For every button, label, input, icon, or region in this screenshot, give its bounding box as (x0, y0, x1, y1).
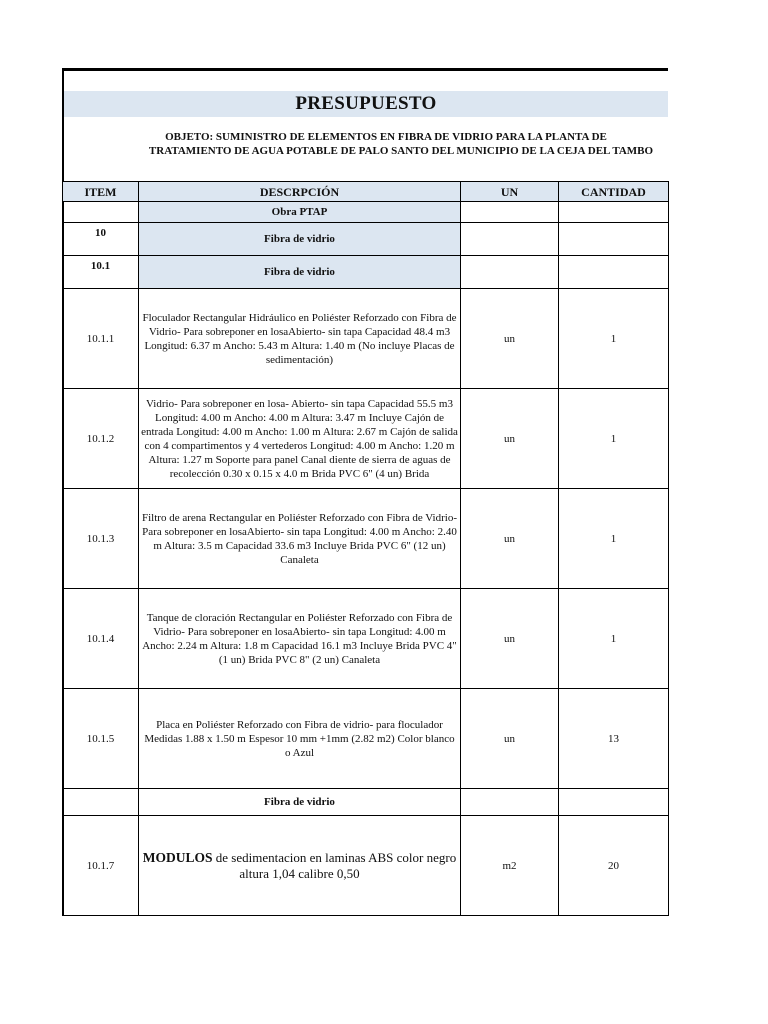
table-row (63, 489, 669, 589)
objeto-line-1: OBJETO: SUMINISTRO DE ELEMENTOS EN FIBRA DE VIDRIO PARA LA PLANTA DE (165, 131, 607, 143)
cell-cantidad: 1 (559, 389, 669, 489)
cell-cantidad (559, 789, 669, 816)
budget-table (62, 181, 669, 916)
page-title: PRESUPUESTO (295, 93, 437, 114)
objeto-text (64, 130, 668, 158)
cell-un: un (461, 689, 559, 789)
table-row (63, 289, 669, 389)
title-band (64, 91, 668, 117)
cell-item: 10.1.2 (63, 389, 139, 489)
cell-item (63, 789, 139, 816)
cell-item: 10.1.4 (63, 589, 139, 689)
cell-un: un (461, 589, 559, 689)
cell-un (461, 789, 559, 816)
table-header-row (63, 182, 669, 202)
cell-cantidad (559, 202, 669, 223)
cell-cantidad: 1 (559, 289, 669, 389)
cell-item: 10.1 (63, 256, 139, 289)
cell-cantidad (559, 223, 669, 256)
cell-descripcion: Floculador Rectangular Hidráulico en Poliéster Reforzado con Fibra de Vidrio- Para sobreponer en losaAbierto- sin tapa Capacidad 48.4 m3 Longitud: 6.37 m Ancho: 5.43 m Altura: 1.40 m (No incluye Placas de sedimentación) (139, 289, 461, 389)
cell-un: m2 (461, 816, 559, 916)
cell-cantidad: 1 (559, 489, 669, 589)
cell-descripcion: Fibra de vidrio (139, 789, 461, 816)
cell-descripcion: Obra PTAP (139, 202, 461, 223)
modulos-label: MODULOS (142, 849, 213, 865)
table-row (63, 202, 669, 223)
cell-un: un (461, 489, 559, 589)
cell-descripcion (139, 816, 461, 916)
cell-descripcion: Tanque de cloración Rectangular en Poliéster Reforzado con Fibra de Vidrio- Para sobreponer en losaAbierto- sin tapa Longitud: 4.00 m Ancho: 2.24 m Altura: 1.8 m Capacidad 16.1 m3 Incluye Brida PVC 4" (1 un) Brida PVC 8" (2 un) Canaleta (139, 589, 461, 689)
cell-cantidad (559, 256, 669, 289)
cell-descripcion: Vidrio- Para sobreponer en losa- Abierto- sin tapa Capacidad 55.5 m3 Longitud: 4.00 m Ancho: 4.00 m Altura: 3.47 m Incluye Cajón de entrada Longitud: 4.00 m Ancho: 1.00 m Altura: 2.67 m Cajón de salida con 4 compartimentos y 4 vertederos Longitud: 4.00 m Ancho: 1.20 m Altura: 1.27 m Soporte para panel Canal diente de sierra de aguas de recolección 0.30 x 0.15 x 4.0 m Brida PVC 6" (4 un) Brida (139, 389, 461, 489)
table-row (63, 256, 669, 289)
cell-un (461, 223, 559, 256)
cell-item: 10 (63, 223, 139, 256)
cell-item: 10.1.3 (63, 489, 139, 589)
modulos-text: de sedimentacion en laminas ABS color negro altura 1,04 calibre 0,50 (212, 849, 457, 881)
cell-descripcion: Fibra de vidrio (139, 256, 461, 289)
cell-item: 10.1.5 (63, 689, 139, 789)
cell-item: 10.1.1 (63, 289, 139, 389)
header-descripcion: DESCRPCIÓN (139, 182, 461, 202)
cell-descripcion: Fibra de vidrio (139, 223, 461, 256)
objeto-line-2: TRATAMIENTO DE AGUA POTABLE DE PALO SANTO DEL MUNICIPIO DE LA CEJA DEL TAMBO (148, 145, 654, 157)
cell-un: un (461, 389, 559, 489)
table-row (63, 789, 669, 816)
header-item: ITEM (63, 182, 139, 202)
header-cantidad: CANTIDAD (559, 182, 669, 202)
cell-descripcion: Filtro de arena Rectangular en Poliéster Reforzado con Fibra de Vidrio- Para sobreponer en losaAbierto- sin tapa Longitud: 4.00 m Ancho: 2.40 m Altura: 3.5 m Capacidad 33.6 m3 Incluye Brida PVC 6" (12 un) Canaleta (139, 489, 461, 589)
header-un: UN (461, 182, 559, 202)
cell-un (461, 256, 559, 289)
cell-item: 10.1.7 (63, 816, 139, 916)
top-border (62, 68, 668, 71)
cell-cantidad: 13 (559, 689, 669, 789)
table-row (63, 389, 669, 489)
table-row (63, 689, 669, 789)
table-row (63, 589, 669, 689)
cell-un: un (461, 289, 559, 389)
cell-cantidad: 20 (559, 816, 669, 916)
cell-un (461, 202, 559, 223)
table-row (63, 816, 669, 916)
table-row (63, 223, 669, 256)
cell-descripcion: Placa en Poliéster Reforzado con Fibra de vidrio- para floculador Medidas 1.88 x 1.50 m Espesor 10 mm +1mm (2.82 m2) Color blanco o Azul (139, 689, 461, 789)
cell-item (63, 202, 139, 223)
cell-cantidad: 1 (559, 589, 669, 689)
